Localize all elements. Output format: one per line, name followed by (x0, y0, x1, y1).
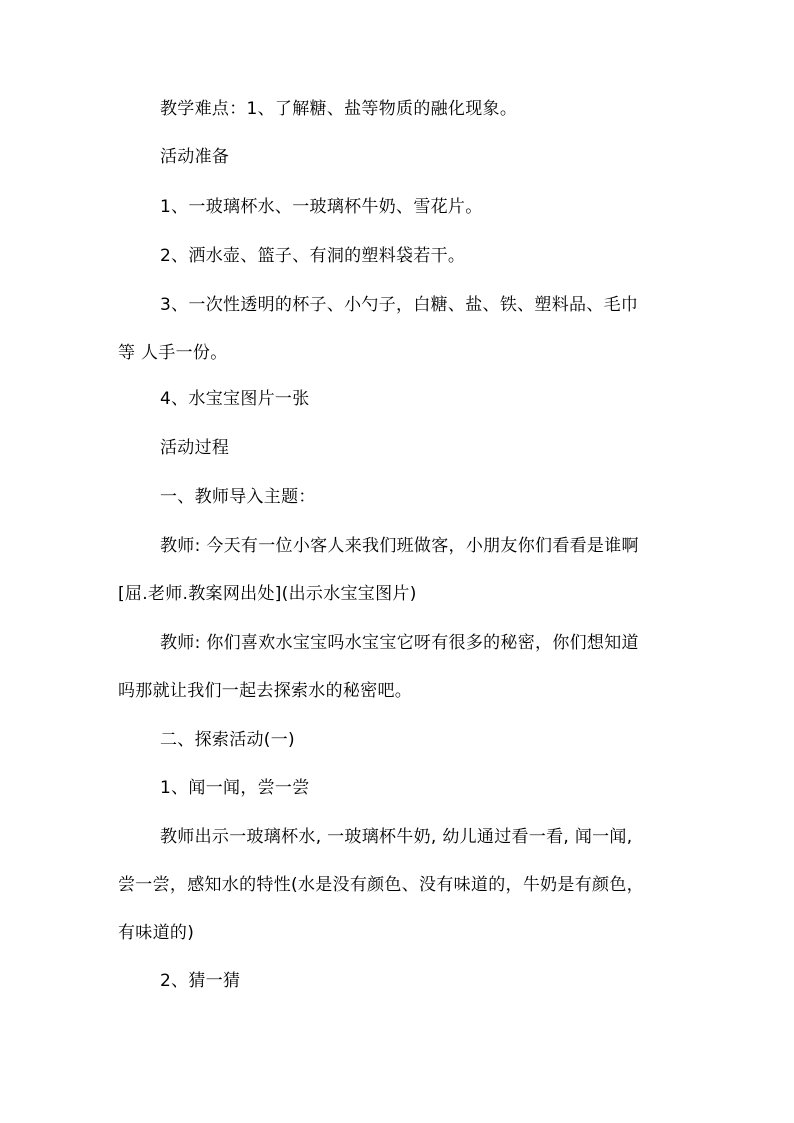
section-heading-activity-preparation: 活动准备 (160, 147, 230, 167)
preparation-item-1: 1、一玻璃杯水、一玻璃杯牛奶、雪花片。 (160, 197, 483, 217)
preparation-item-3-continued: 等 人手一份。 (118, 343, 228, 363)
preparation-item-3: 3、一次性透明的杯子、小勺子，白糖、盐、铁、塑料品、毛巾 (160, 295, 639, 315)
sub-step-description: 教师出示一玻璃杯水, 一玻璃杯牛奶, 幼儿通过看一看, 闻一闻, (160, 827, 633, 847)
section-heading-activity-process: 活动过程 (160, 438, 230, 458)
teacher-dialogue-2: 教师: 你们喜欢水宝宝吗水宝宝它呀有很多的秘密，你们想知道 (160, 633, 639, 653)
teacher-dialogue-1: 教师: 今天有一位小客人来我们班做客，小朋友你们看看是谁啊 (160, 536, 639, 556)
process-step-2-heading: 二、探索活动(一) (160, 730, 295, 750)
preparation-item-2: 2、洒水壶、篮子、有洞的塑料袋若干。 (160, 246, 466, 266)
sub-step-smell-taste: 1、闻一闻，尝一尝 (160, 778, 310, 798)
teacher-dialogue-1-continued: [屈.老师.教案网出处](出示水宝宝图片) (118, 584, 417, 604)
teacher-dialogue-2-continued: 吗那就让我们一起去探索水的秘密吧。 (118, 681, 413, 701)
sub-step-description-continued-2: 有味道的) (118, 923, 195, 943)
preparation-item-4: 4、水宝宝图片一张 (160, 389, 310, 409)
sub-step-description-continued-1: 尝一尝，感知水的特性(水是没有颜色、没有味道的，牛奶是有颜色， (118, 875, 644, 895)
sub-step-guess: 2、猜一猜 (160, 971, 241, 991)
process-step-1-heading: 一、教师导入主题： (160, 487, 316, 507)
teaching-difficulty-line: 教学难点：1、了解糖、盐等物质的融化现象。 (160, 99, 518, 119)
